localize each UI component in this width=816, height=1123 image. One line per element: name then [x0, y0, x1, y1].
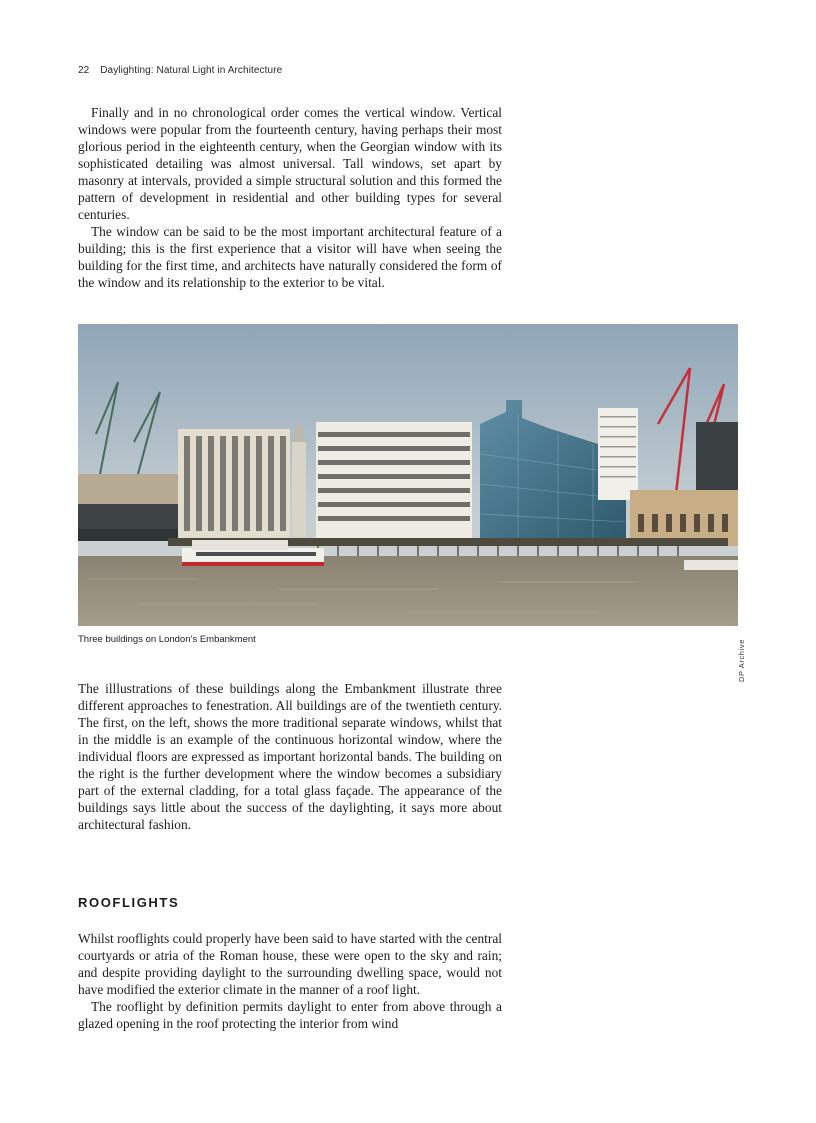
running-title: Daylighting: Natural Light in Architecture: [100, 65, 283, 76]
figure-caption: Three buildings on London’s Embankment: [78, 634, 256, 645]
section-text: [78, 930, 502, 1032]
paragraph: The window can be said to be the most important architectural feature of a building; this is the first experience that a visitor will have when seeing the building for the first time, and architects have naturally considered the form of the window and its relationship to the exterior to be vital.: [78, 224, 502, 290]
body-text: [78, 680, 502, 833]
paragraph: Whilst rooflights could properly have been said to have started with the central courtyards or atria of the Roman house, these were open to the sky and rain; and despite providing daylight to the surrounding dwelling space, would not have modified the exterior climate in the manner of a roof light.: [78, 931, 502, 997]
photo-credit-text: DP Archive: [737, 639, 746, 682]
photo-credit: [737, 628, 749, 688]
page-number: 22: [78, 65, 90, 76]
embankment-photo: [78, 324, 738, 626]
section-heading: ROOFLIGHTS: [78, 895, 180, 910]
paragraph: Finally and in no chronological order comes the vertical window. Vertical windows were popular from the fourteenth century, having perhaps their most glorious period in the eighteenth century, when the Georgian window with its sophisticated detailing was almost universal. Tall windows, set apart by masonry at intervals, provided a simple structural solution and this formed the pattern of development in residential and other building types for several centuries.: [78, 105, 502, 222]
running-head: [78, 65, 282, 76]
paragraph: The illlustrations of these buildings along the Embankment illustrate three different approaches to fenestration. All buildings are of the twentieth century. The first, on the left, shows the more traditional separate windows, whilst that in the middle is an example of the continuous horizontal window, where the individual floors are expressed as important horizontal bands. The building on the right is the further development where the window becomes a subsidiary part of the external cladding, for a total glass façade. The appearance of the buildings says little about the success of the daylighting, it says more about architectural fashion.: [78, 681, 502, 832]
paragraph: The rooflight by definition permits daylight to enter from above through a glazed opening in the roof protecting the interior from wind: [78, 999, 502, 1031]
intro-text: [78, 104, 502, 291]
